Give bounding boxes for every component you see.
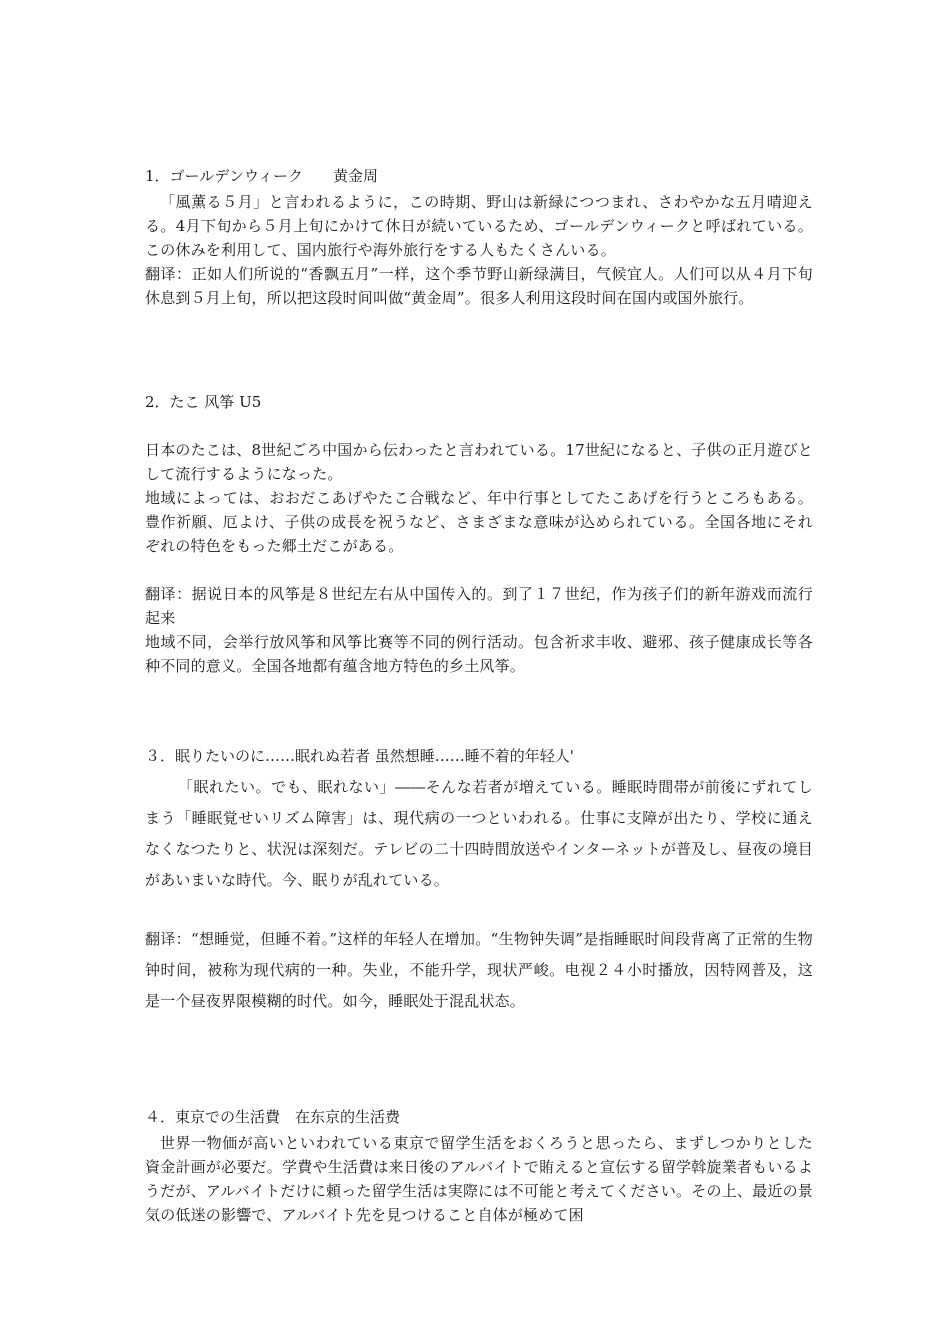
japanese-paragraph: 「眠れたい。でも、眠れない」――そんな若者が増えている。睡眠時間帯が前後にずれてしまう「睡眠覚せいリズム障害」は、現代病の一つといわれる。仕事に支障が出たり、学校に通えなくなつたりと、状況は深刻だ。テレビの二十四時間放送やインターネットが普及し、昼夜の境目があいまいな時代。今、眠りが乱れている。 (145, 778, 813, 889)
section-heading: 2．たこ 风筝 U5 (145, 393, 262, 411)
translation-paragraph: 翻译：“想睡觉，但睡不着。”这样的年轻人在增加。“生物钟失调”是指睡眠时间段背离了正常的生物钟时间，被称为现代病的一种。失业，不能升学，现状严峻。电视２４小时播放，因特网普及，这是一个昼夜界限模糊的时代。如今，睡眠处于混乱状态。 (145, 930, 813, 1010)
japanese-paragraph: 「風薫る５月」と言われるように，この時期、野山は新緑につつまれ、さわやかな五月晴迎える。4月下旬から５月上旬にかけて休日が続いているため、ゴールデンウィークと呼ばれている。この休みを利用して、国内旅行や海外旅行をする人もたくさんいる。 (145, 193, 813, 259)
translation-paragraph: 地域不同，会举行放风筝和风筝比赛等不同的例行活动。包含祈求丰收、避邪、孩子健康成长等各种不同的意义。全国各地都有蕴含地方特色的乡土风筝。 (145, 633, 813, 675)
translation-paragraph: 翻译：正如人们所说的“香飘五月”一样，这个季节野山新绿满目，气候宜人。人们可以从４月下旬休息到５月上旬，所以把这段时间叫做“黄金周”。很多人利用这段时间在国内或国外旅行。 (145, 265, 813, 307)
section-golden-week (145, 166, 813, 310)
section-heading: ４．東京での生活費 在东京的生活费 (145, 1108, 401, 1126)
section-heading: ３．眠りたいのに……眠れぬ若者 虽然想睡……睡不着的年轻人' (145, 747, 574, 765)
section-tokyo-living-cost (145, 1107, 813, 1227)
translation-paragraph: 翻译：据说日本的风筝是８世纪左右从中国传入的。到了１７世纪，作为孩子们的新年游戏而流行起来 (145, 585, 813, 627)
section-heading: 1．ゴールデンウィーク 黄金周 (145, 167, 379, 185)
japanese-paragraph: 地域によっては、おおだこあげやたこ合戦など、年中行事としてたこあげを行うところもある。豊作祈願、厄よけ、子供の成長を祝うなど、さまざまな意味が込められている。全国各地にそれぞれの特色をもった郷土だこがある。 (145, 489, 813, 555)
japanese-paragraph: 世界一物価が高いといわれている東京で留学生活をおくろうと思ったら、まずしつかりとした資金計画が必要だ。学費や生活費は来日後のアルバイトで賄えると宣伝する留学斡旋業者もいるようだが、アルバイトだけに頼った留学生活は実際には不可能と考えてください。その上、最近の景気の低迷の影響で、アルバイト先を見つけること自体が極めて困 (145, 1134, 813, 1224)
section-kite (145, 392, 813, 678)
section-sleep (145, 746, 813, 1017)
japanese-paragraph: 日本のたこは、8世紀ごろ中国から伝わったと言われている。17世紀になると、子供の正月遊びとして流行するようになった。 (145, 441, 813, 483)
